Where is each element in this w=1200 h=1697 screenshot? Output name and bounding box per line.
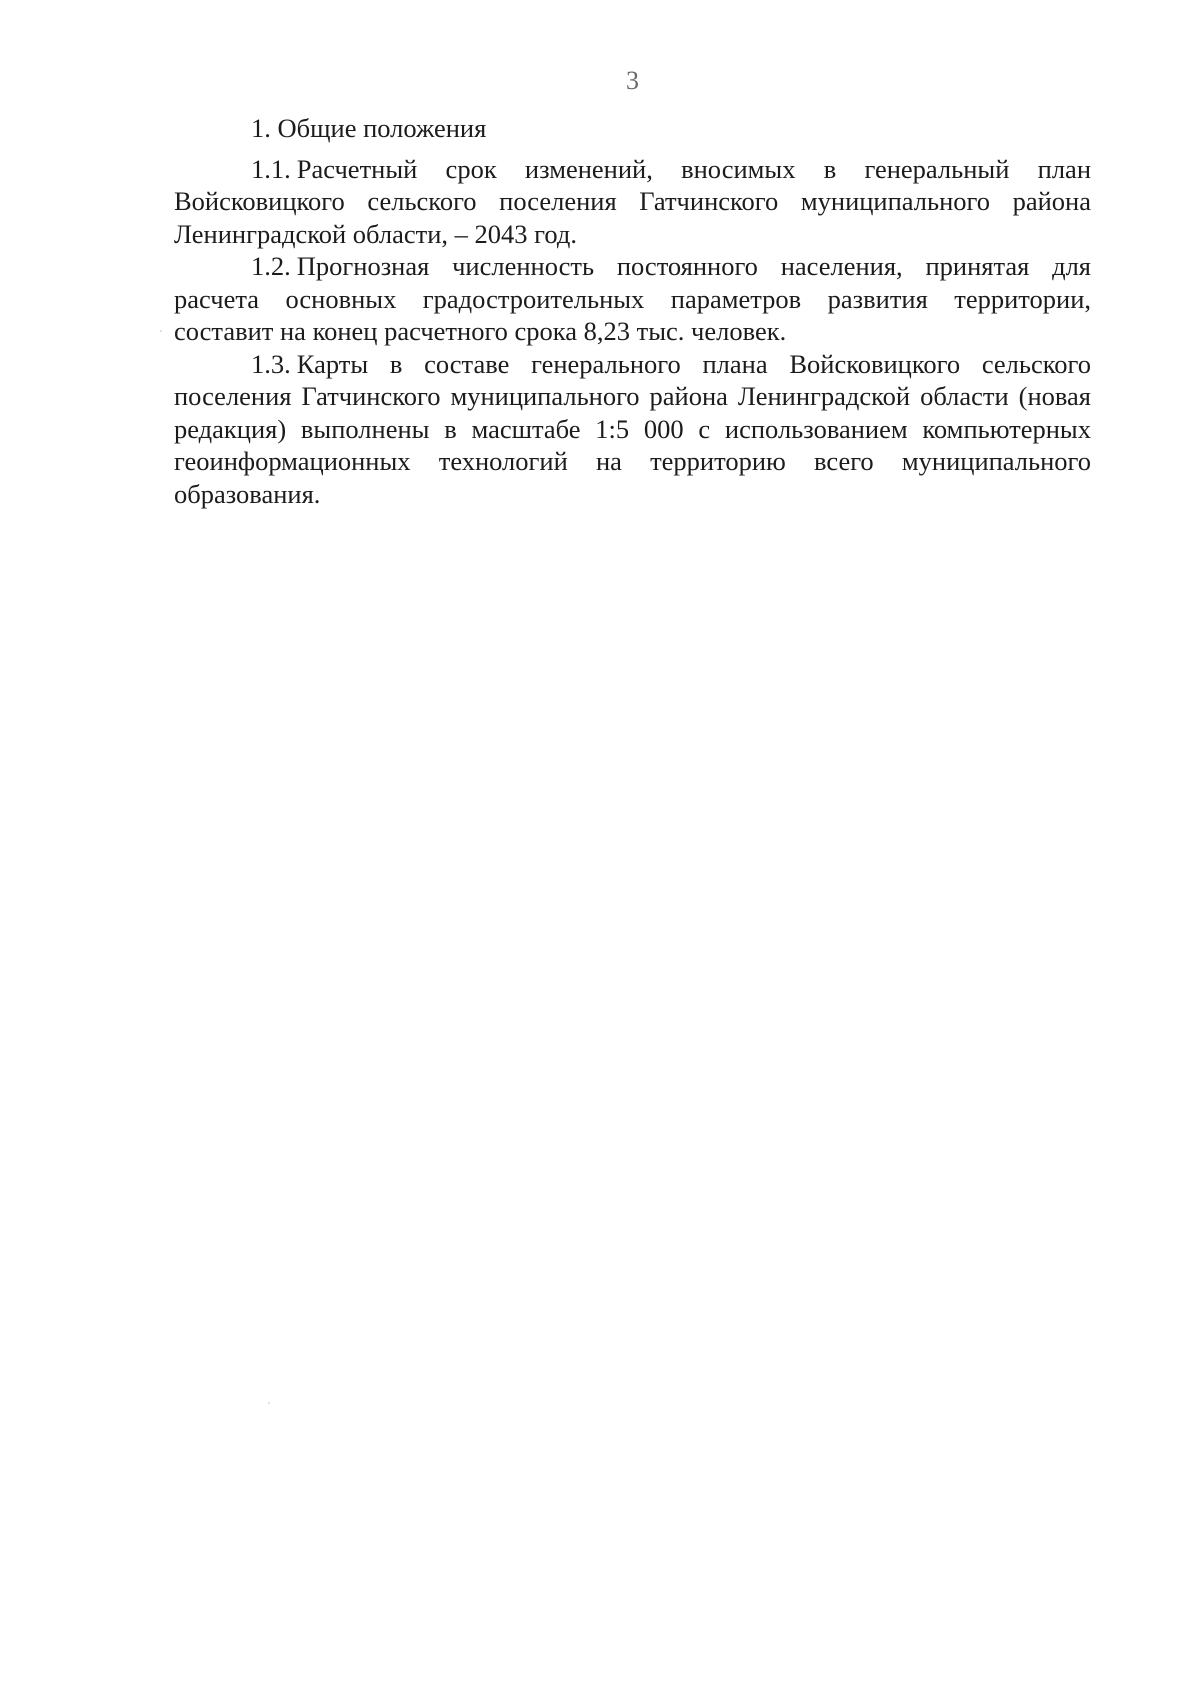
paragraph-1-2 (174, 250, 1091, 348)
section-heading: 1. Общие положения (251, 113, 487, 143)
paragraph-text: Расчетный срок изменений, вносимых в генеральный план Войсковицкого сельского поселения Гатчинского муниципального района Ленинградской области, – 2043 год. (174, 153, 1091, 249)
paragraph-number: 1.2. (251, 251, 291, 281)
paragraph-number: 1.1. (251, 153, 291, 184)
paragraph-1-1 (174, 153, 1091, 251)
paragraph-text: Прогнозная численность постоянного населения, принятая для расчета основных градостроительных параметров развития территории, составит на конец расчетного срока 8,23 тыс. человек. (174, 251, 1091, 346)
scan-speck (268, 1402, 270, 1404)
page-number: 3 (626, 66, 639, 95)
paragraph-text: Карты в составе генерального плана Войсковицкого сельского поселения Гатчинского муниципального района Ленинградской области (новая редакция) выполнены в масштабе 1:5 000 с использованием компьютерных геоинформационных технологий на территорию всего муниципального образования. (174, 348, 1091, 509)
scan-speck (160, 330, 162, 332)
paragraph-number: 1.3. (251, 348, 291, 379)
paragraph-1-3 (174, 348, 1091, 511)
document-body (174, 112, 1091, 510)
